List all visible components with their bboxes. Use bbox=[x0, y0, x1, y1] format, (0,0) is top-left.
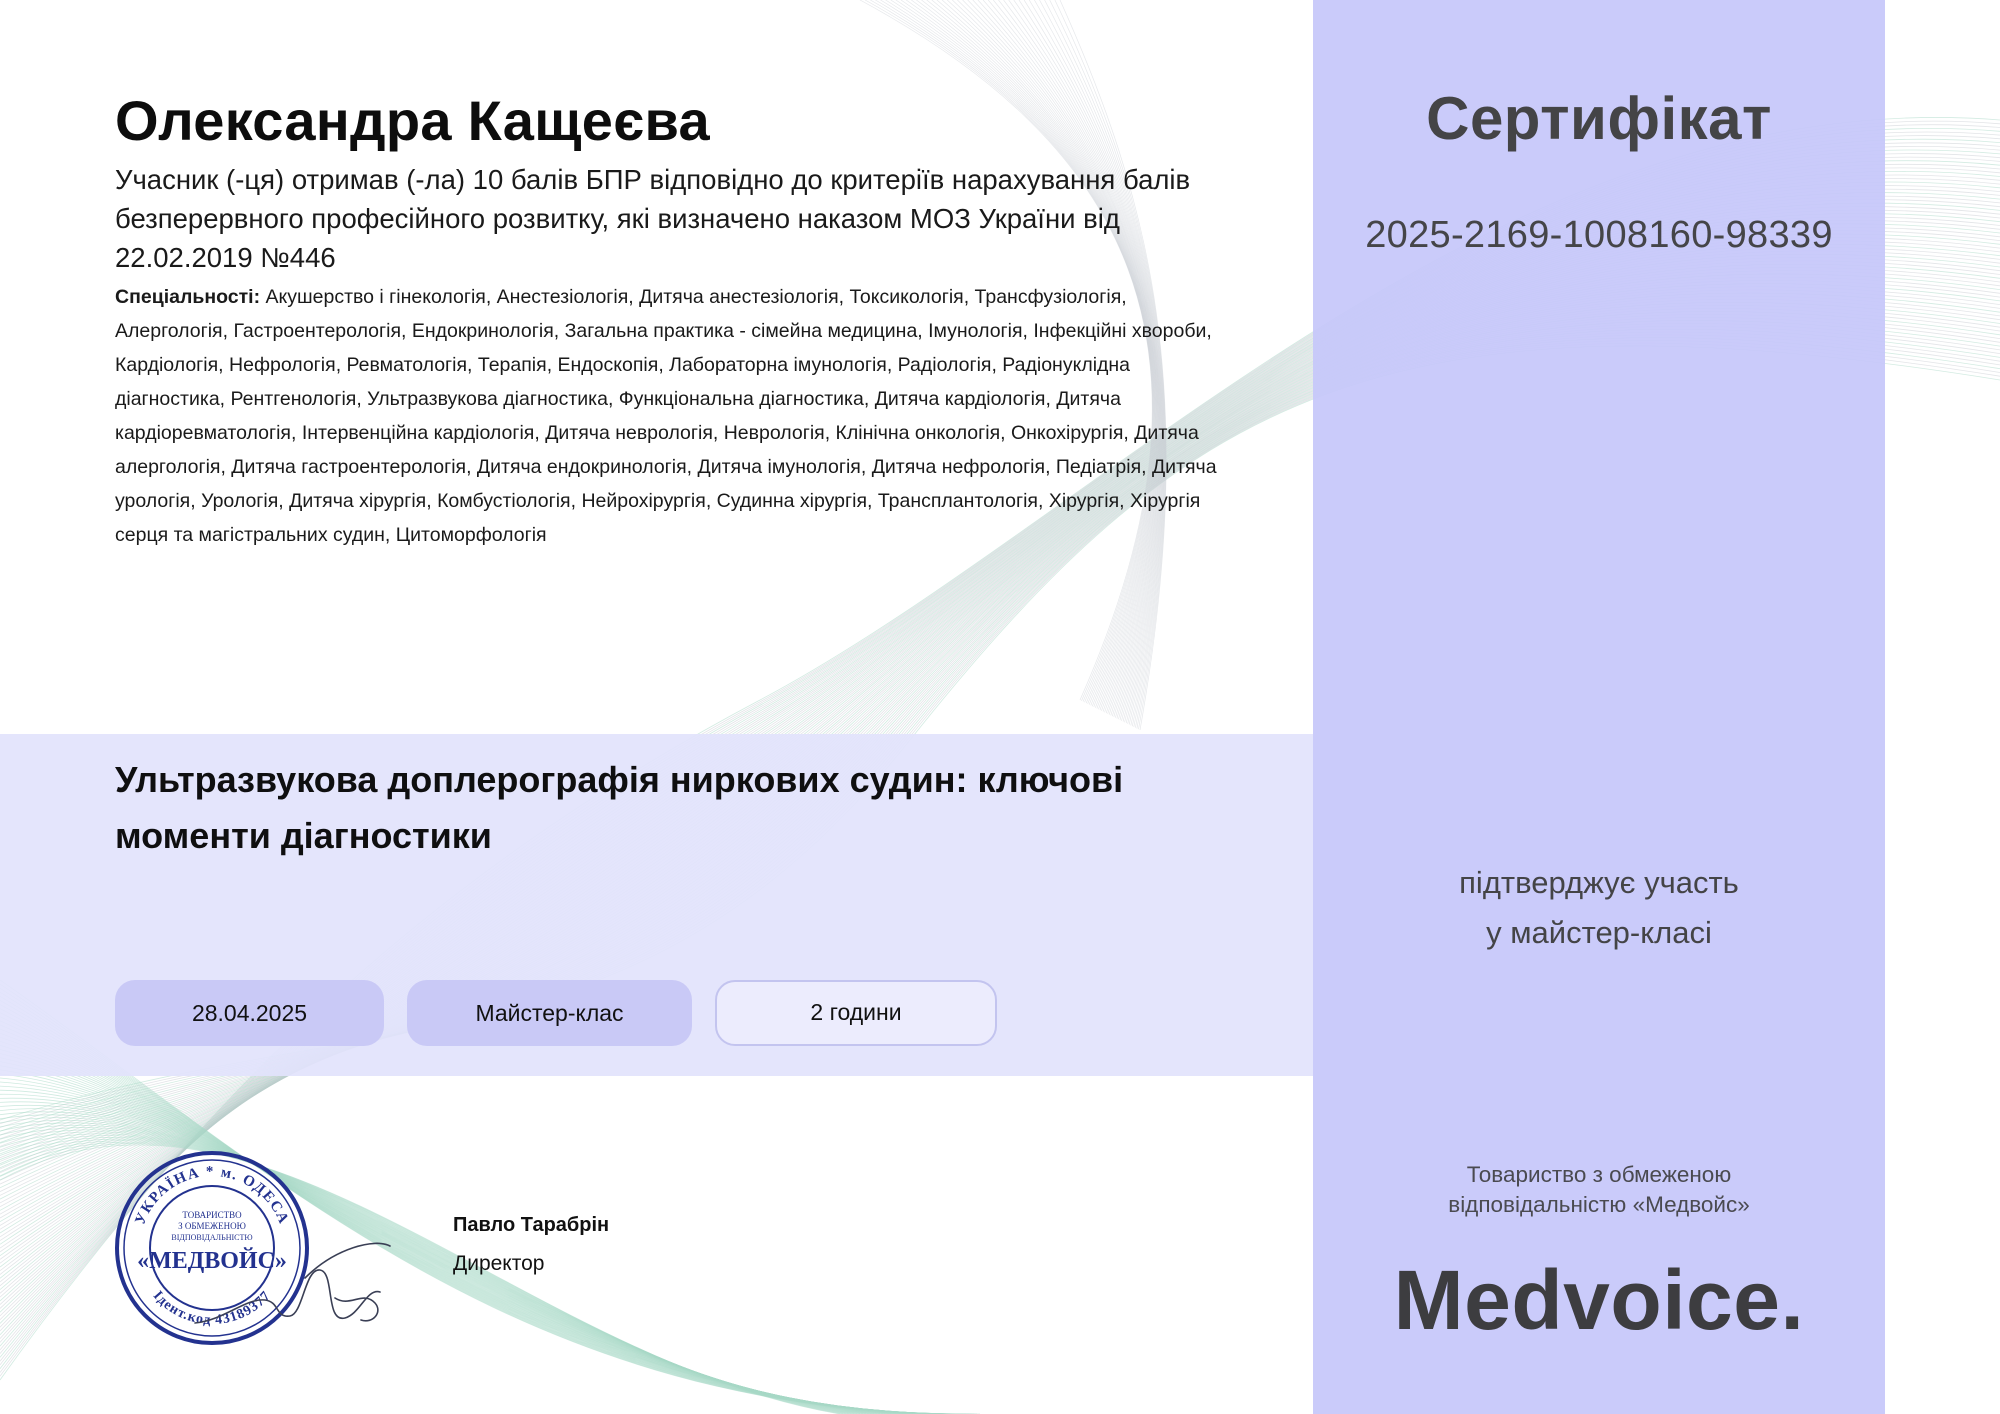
specialties-list: Акушерство і гінекологія, Анестезіологія, Дитяча анестезіологія, Токсикологія, Трансфузіологія, Алергологія, Гастроентерологія, Ендокринологія, Загальна практика - сімейна медицина, Імунологія, Інфекційні хвороби, Кардіологія, Нефрологія, Ревматологія, Терапія, Ендоскопія, Лабораторна імунологія, Радіологія, Радіонуклідна діагностика, Рентгенологія, Ультразвукова діагностика, Функціональна діагностика, Дитяча кардіологія, Дитяча кардіоревматологія, Інтервенційна кардіологія, Дитяча неврологія, Неврологія, Клінічна онкологія, Онкохірургія, Дитяча алергологія, Дитяча гастроентерологія, Дитяча ендокринологія, Дитяча імунологія, Дитяча нефрологія, Педіатрія, Дитяча урологія, Урологія, Дитяча хірургія, Комбустіологія, Нейрохірургія, Судинна хірургія, Трансплантологія, Хірургія, Хірургія серця та магістральних судин, Цитоморфологія bbox=[115, 286, 1217, 546]
specialties-label: Спеціальності: bbox=[115, 286, 261, 308]
company-line-2: відповідальністю «Медвойс» bbox=[1448, 1192, 1750, 1217]
company-line-1: Товариство з обмеженою bbox=[1466, 1162, 1732, 1187]
participant-name: Олександра Кащеєва bbox=[115, 89, 710, 152]
medvoice-logo: Medvoice. bbox=[1393, 1253, 1805, 1347]
date-chip bbox=[115, 980, 384, 1046]
certificate-heading: Сертифікат bbox=[1426, 85, 1772, 152]
event-type-value: Майстер-клас bbox=[475, 999, 624, 1026]
confirms-line-1: підтверджує участь bbox=[1459, 865, 1739, 900]
svg-text:УКРАЇНА * м. ОДЕСА: УКРАЇНА * м. ОДЕСА bbox=[132, 1163, 292, 1228]
director-signature bbox=[185, 1228, 395, 1348]
duration-value: 2 години bbox=[810, 999, 902, 1025]
certificate-number: 2025-2169-1008160-98339 bbox=[1365, 214, 1833, 256]
date-value: 28.04.2025 bbox=[191, 999, 308, 1026]
svg-text:«МЕДВОЙС»: «МЕДВОЙС» bbox=[137, 1248, 287, 1274]
signatory-role: Директор bbox=[453, 1252, 545, 1275]
specialties-block bbox=[115, 280, 1245, 552]
course-title: Ультразвукова доплерографія ниркових судин: ключові моменти діагностики bbox=[115, 759, 1124, 856]
confirms-participation-text bbox=[1313, 858, 1885, 958]
svg-text:ТОВАРИСТВО: ТОВАРИСТВО bbox=[182, 1210, 242, 1220]
event-type-chip bbox=[407, 980, 692, 1046]
duration-chip bbox=[715, 980, 997, 1046]
svg-text:Ідент.код 43189377: Ідент.код 43189377 bbox=[149, 1288, 275, 1329]
svg-text:ВІДПОВІДАЛЬНІСТЮ: ВІДПОВІДАЛЬНІСТЮ bbox=[171, 1233, 253, 1242]
svg-text:З ОБМЕЖЕНОЮ: З ОБМЕЖЕНОЮ bbox=[178, 1221, 246, 1231]
company-name bbox=[1313, 1160, 1885, 1220]
signatory-name: Павло Тарабрін bbox=[453, 1214, 610, 1236]
confirms-line-2: у майстер-класі bbox=[1486, 915, 1712, 950]
points-description: Учасник (-ця) отримав (-ла) 10 балів БПР відповідно до критеріїв нарахування балів безперервного професійного розвитку, які визначено наказом МОЗ України від 22.02.2019 №446 bbox=[115, 164, 1191, 273]
